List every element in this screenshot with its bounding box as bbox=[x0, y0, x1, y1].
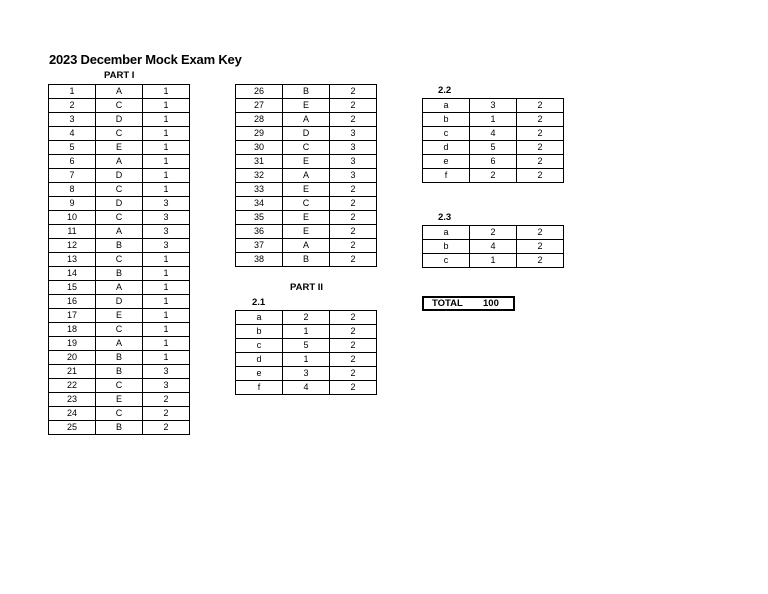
question-cell: 13 bbox=[49, 253, 96, 267]
table-row bbox=[49, 421, 190, 435]
answer-cell: C bbox=[96, 253, 143, 267]
question-cell: 32 bbox=[236, 169, 283, 183]
table-row bbox=[236, 141, 377, 155]
points-cell: 3 bbox=[143, 225, 190, 239]
answer-cell: E bbox=[283, 99, 330, 113]
points-cell: 2 bbox=[330, 211, 377, 225]
points-cell: 2 bbox=[143, 421, 190, 435]
question-cell: 25 bbox=[49, 421, 96, 435]
points-cell: 1 bbox=[143, 253, 190, 267]
question-cell: 10 bbox=[49, 211, 96, 225]
question-cell: 24 bbox=[49, 407, 96, 421]
answer-cell: E bbox=[283, 183, 330, 197]
section-2-1-label: 2.1 bbox=[252, 297, 266, 308]
points-cell: 1 bbox=[143, 141, 190, 155]
table-row bbox=[423, 155, 564, 169]
points-cell: 2 bbox=[330, 367, 377, 381]
answer-cell: C bbox=[283, 197, 330, 211]
answer-cell: C bbox=[96, 211, 143, 225]
answer-cell: 4 bbox=[283, 381, 330, 395]
question-cell: 20 bbox=[49, 351, 96, 365]
part2-heading: PART II bbox=[290, 282, 324, 293]
points-cell: 2 bbox=[517, 155, 564, 169]
table-row bbox=[236, 381, 377, 395]
table-row bbox=[49, 337, 190, 351]
part1-heading: PART I bbox=[104, 70, 135, 81]
table-row bbox=[49, 323, 190, 337]
question-cell: 16 bbox=[49, 295, 96, 309]
question-cell: b bbox=[423, 113, 470, 127]
question-cell: 34 bbox=[236, 197, 283, 211]
question-cell: 35 bbox=[236, 211, 283, 225]
table-row bbox=[236, 169, 377, 183]
table-row bbox=[49, 351, 190, 365]
points-cell: 2 bbox=[330, 197, 377, 211]
question-cell: e bbox=[423, 155, 470, 169]
table-row bbox=[423, 141, 564, 155]
points-cell: 3 bbox=[143, 239, 190, 253]
question-cell: 26 bbox=[236, 85, 283, 99]
table-row bbox=[49, 253, 190, 267]
question-cell: 18 bbox=[49, 323, 96, 337]
question-cell: 22 bbox=[49, 379, 96, 393]
points-cell: 3 bbox=[143, 365, 190, 379]
answer-cell: 5 bbox=[470, 141, 517, 155]
points-cell: 1 bbox=[143, 183, 190, 197]
question-cell: d bbox=[236, 353, 283, 367]
points-cell: 2 bbox=[330, 113, 377, 127]
table-row bbox=[49, 113, 190, 127]
question-cell: 12 bbox=[49, 239, 96, 253]
answer-cell: A bbox=[96, 337, 143, 351]
points-cell: 2 bbox=[330, 183, 377, 197]
table-row bbox=[49, 365, 190, 379]
question-cell: 30 bbox=[236, 141, 283, 155]
points-cell: 1 bbox=[143, 337, 190, 351]
table-row bbox=[49, 211, 190, 225]
points-cell: 2 bbox=[143, 407, 190, 421]
question-cell: a bbox=[236, 311, 283, 325]
question-cell: e bbox=[236, 367, 283, 381]
question-cell: 11 bbox=[49, 225, 96, 239]
question-cell: 36 bbox=[236, 225, 283, 239]
answer-cell: 1 bbox=[470, 113, 517, 127]
points-cell: 1 bbox=[143, 155, 190, 169]
points-cell: 3 bbox=[143, 379, 190, 393]
question-cell: 3 bbox=[49, 113, 96, 127]
question-cell: c bbox=[423, 127, 470, 141]
table-row bbox=[236, 197, 377, 211]
table-row bbox=[236, 311, 377, 325]
points-cell: 1 bbox=[143, 323, 190, 337]
table-row bbox=[423, 113, 564, 127]
answer-cell: 4 bbox=[470, 127, 517, 141]
total-label: TOTAL bbox=[432, 298, 463, 309]
question-cell: c bbox=[423, 254, 470, 268]
answer-cell: 2 bbox=[283, 311, 330, 325]
answer-cell: D bbox=[96, 169, 143, 183]
table-row bbox=[236, 339, 377, 353]
points-cell: 2 bbox=[517, 169, 564, 183]
answer-cell: A bbox=[96, 155, 143, 169]
answer-cell: A bbox=[283, 169, 330, 183]
table-row bbox=[236, 183, 377, 197]
table-row bbox=[236, 99, 377, 113]
answer-cell: A bbox=[96, 225, 143, 239]
table-row bbox=[236, 367, 377, 381]
points-cell: 1 bbox=[143, 267, 190, 281]
table-row bbox=[49, 225, 190, 239]
table-row bbox=[49, 295, 190, 309]
points-cell: 2 bbox=[330, 339, 377, 353]
points-cell: 3 bbox=[330, 141, 377, 155]
table-row bbox=[236, 155, 377, 169]
table-row bbox=[423, 169, 564, 183]
answer-cell: A bbox=[283, 113, 330, 127]
question-cell: 14 bbox=[49, 267, 96, 281]
question-cell: f bbox=[236, 381, 283, 395]
answer-cell: B bbox=[283, 85, 330, 99]
question-cell: 5 bbox=[49, 141, 96, 155]
answer-cell: A bbox=[96, 281, 143, 295]
question-cell: 7 bbox=[49, 169, 96, 183]
answer-cell: B bbox=[96, 365, 143, 379]
answer-cell: 2 bbox=[470, 169, 517, 183]
table-row bbox=[49, 169, 190, 183]
question-cell: 6 bbox=[49, 155, 96, 169]
points-cell: 1 bbox=[143, 99, 190, 113]
table-row bbox=[49, 141, 190, 155]
question-cell: 33 bbox=[236, 183, 283, 197]
total-box bbox=[422, 296, 515, 311]
points-cell: 3 bbox=[330, 169, 377, 183]
answer-cell: 2 bbox=[470, 226, 517, 240]
answer-cell: C bbox=[96, 407, 143, 421]
answer-cell: D bbox=[96, 113, 143, 127]
table-row bbox=[423, 127, 564, 141]
table-row bbox=[49, 155, 190, 169]
table-row bbox=[236, 85, 377, 99]
answer-cell: B bbox=[96, 421, 143, 435]
points-cell: 1 bbox=[143, 85, 190, 99]
table-row bbox=[423, 254, 564, 268]
answer-cell: C bbox=[96, 99, 143, 113]
table-row bbox=[236, 225, 377, 239]
question-cell: 19 bbox=[49, 337, 96, 351]
table-row bbox=[49, 393, 190, 407]
question-cell: a bbox=[423, 226, 470, 240]
part1-table-b bbox=[235, 84, 377, 267]
points-cell: 2 bbox=[143, 393, 190, 407]
question-cell: b bbox=[423, 240, 470, 254]
points-cell: 3 bbox=[143, 211, 190, 225]
answer-cell: C bbox=[96, 323, 143, 337]
points-cell: 1 bbox=[143, 351, 190, 365]
points-cell: 2 bbox=[330, 353, 377, 367]
table-row bbox=[236, 239, 377, 253]
section-2-1-table bbox=[235, 310, 377, 395]
answer-cell: E bbox=[96, 393, 143, 407]
question-cell: b bbox=[236, 325, 283, 339]
points-cell: 3 bbox=[330, 155, 377, 169]
points-cell: 1 bbox=[143, 113, 190, 127]
page-title: 2023 December Mock Exam Key bbox=[49, 52, 242, 67]
table-row bbox=[236, 253, 377, 267]
answer-cell: A bbox=[283, 239, 330, 253]
table-row bbox=[236, 113, 377, 127]
points-cell: 3 bbox=[143, 197, 190, 211]
answer-cell: E bbox=[283, 155, 330, 169]
table-row bbox=[49, 197, 190, 211]
points-cell: 2 bbox=[517, 99, 564, 113]
table-row bbox=[49, 281, 190, 295]
points-cell: 1 bbox=[143, 127, 190, 141]
answer-cell: E bbox=[96, 141, 143, 155]
part1-table-a bbox=[48, 84, 190, 435]
points-cell: 2 bbox=[330, 253, 377, 267]
points-cell: 2 bbox=[330, 311, 377, 325]
question-cell: a bbox=[423, 99, 470, 113]
question-cell: 8 bbox=[49, 183, 96, 197]
answer-cell: 1 bbox=[470, 254, 517, 268]
answer-cell: A bbox=[96, 85, 143, 99]
table-row bbox=[49, 183, 190, 197]
table-row bbox=[49, 99, 190, 113]
question-cell: 4 bbox=[49, 127, 96, 141]
table-row bbox=[49, 379, 190, 393]
question-cell: f bbox=[423, 169, 470, 183]
question-cell: 37 bbox=[236, 239, 283, 253]
answer-cell: B bbox=[96, 239, 143, 253]
table-row bbox=[49, 267, 190, 281]
table-row bbox=[236, 353, 377, 367]
points-cell: 1 bbox=[143, 295, 190, 309]
table-row bbox=[423, 99, 564, 113]
table-row bbox=[49, 407, 190, 421]
answer-cell: 5 bbox=[283, 339, 330, 353]
table-row bbox=[236, 325, 377, 339]
question-cell: 15 bbox=[49, 281, 96, 295]
points-cell: 2 bbox=[330, 85, 377, 99]
question-cell: 1 bbox=[49, 85, 96, 99]
points-cell: 2 bbox=[330, 225, 377, 239]
answer-cell: D bbox=[96, 197, 143, 211]
answer-cell: D bbox=[96, 295, 143, 309]
answer-cell: 3 bbox=[283, 367, 330, 381]
points-cell: 2 bbox=[330, 239, 377, 253]
section-2-3-label: 2.3 bbox=[438, 212, 452, 223]
table-row bbox=[236, 127, 377, 141]
answer-cell: 1 bbox=[283, 353, 330, 367]
answer-cell: 6 bbox=[470, 155, 517, 169]
points-cell: 2 bbox=[330, 381, 377, 395]
question-cell: 28 bbox=[236, 113, 283, 127]
points-cell: 2 bbox=[517, 113, 564, 127]
answer-cell: C bbox=[283, 141, 330, 155]
points-cell: 2 bbox=[517, 226, 564, 240]
points-cell: 1 bbox=[143, 309, 190, 323]
answer-cell: 4 bbox=[470, 240, 517, 254]
points-cell: 1 bbox=[143, 281, 190, 295]
points-cell: 2 bbox=[517, 254, 564, 268]
table-row bbox=[49, 127, 190, 141]
total-value: 100 bbox=[483, 298, 499, 309]
points-cell: 2 bbox=[330, 325, 377, 339]
table-row bbox=[423, 240, 564, 254]
answer-cell: D bbox=[283, 127, 330, 141]
section-2-2-label: 2.2 bbox=[438, 85, 452, 96]
question-cell: 38 bbox=[236, 253, 283, 267]
answer-cell: E bbox=[283, 211, 330, 225]
question-cell: 9 bbox=[49, 197, 96, 211]
answer-cell: E bbox=[283, 225, 330, 239]
question-cell: 27 bbox=[236, 99, 283, 113]
points-cell: 2 bbox=[517, 141, 564, 155]
section-2-3-table bbox=[422, 225, 564, 268]
question-cell: 29 bbox=[236, 127, 283, 141]
answer-cell: B bbox=[283, 253, 330, 267]
answer-cell: C bbox=[96, 183, 143, 197]
points-cell: 3 bbox=[330, 127, 377, 141]
question-cell: 23 bbox=[49, 393, 96, 407]
section-2-2-table bbox=[422, 98, 564, 183]
answer-cell: E bbox=[96, 309, 143, 323]
table-row bbox=[236, 211, 377, 225]
table-row bbox=[49, 309, 190, 323]
table-row bbox=[49, 239, 190, 253]
points-cell: 2 bbox=[517, 240, 564, 254]
question-cell: c bbox=[236, 339, 283, 353]
points-cell: 2 bbox=[330, 99, 377, 113]
points-cell: 1 bbox=[143, 169, 190, 183]
question-cell: d bbox=[423, 141, 470, 155]
answer-cell: B bbox=[96, 351, 143, 365]
table-row bbox=[49, 85, 190, 99]
question-cell: 31 bbox=[236, 155, 283, 169]
answer-cell: 3 bbox=[470, 99, 517, 113]
answer-cell: C bbox=[96, 127, 143, 141]
question-cell: 2 bbox=[49, 99, 96, 113]
answer-cell: 1 bbox=[283, 325, 330, 339]
table-row bbox=[423, 226, 564, 240]
answer-cell: C bbox=[96, 379, 143, 393]
question-cell: 17 bbox=[49, 309, 96, 323]
answer-cell: B bbox=[96, 267, 143, 281]
points-cell: 2 bbox=[517, 127, 564, 141]
question-cell: 21 bbox=[49, 365, 96, 379]
